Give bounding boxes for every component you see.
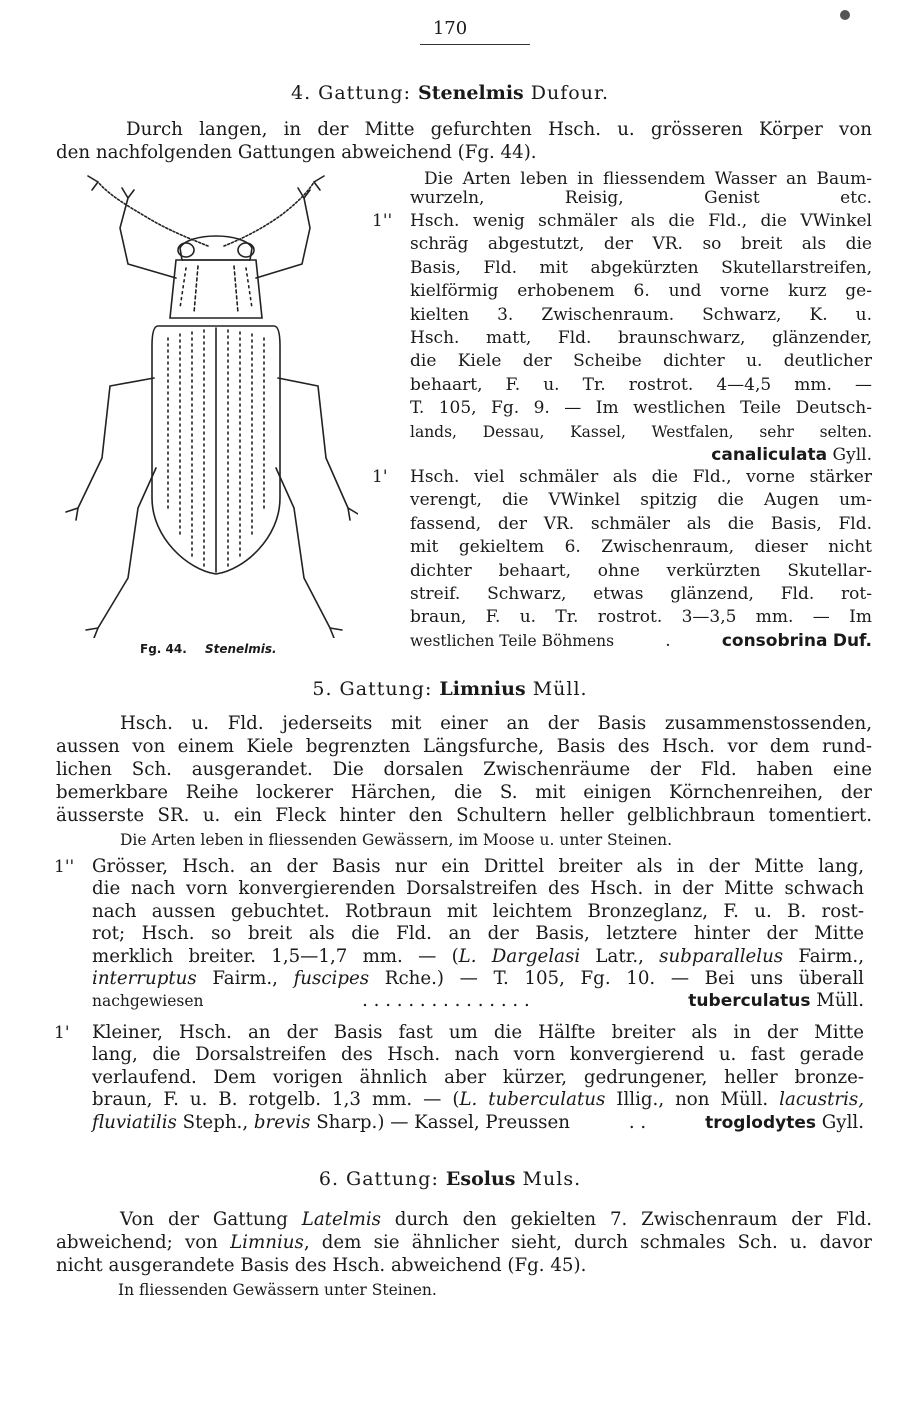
couplet-line: Hsch. matt, Fld. braunschwarz, glänzender,: [410, 328, 872, 349]
species-author: Gyll.: [832, 445, 872, 466]
couplet-line: mit gekieltem 6. Zwischenraum, dieser nicht: [410, 537, 872, 558]
section5-habitat-line: Die Arten leben in fliessenden Gewässern, im Moose u. unter Steinen.: [120, 831, 673, 849]
section5-heading-prefix: 5. Gattung:: [312, 678, 433, 700]
species-author: Gyll.: [821, 1111, 864, 1133]
couplet-line: T. 105, Fg. 9. — Im westlichen Teile Deutsch-: [410, 398, 872, 419]
section6-author: Muls.: [522, 1168, 582, 1190]
couplet-line: interruptus Fairm., fuscipes Rche.) — T. 105, Fg. 10. — Bei uns überall: [92, 968, 864, 990]
section4-couplet-1a: [372, 210, 872, 467]
leader-dots: . .: [628, 1111, 647, 1133]
couplet-line: streif. Schwarz, etwas glänzend, Fld. rot-: [410, 584, 872, 605]
section5-intro-line: bemerkbare Reihe lockerer Härchen, die S. mit einigen Körnchenreihen, der: [56, 782, 872, 803]
species-name-troglodytes: troglodytes: [705, 1112, 816, 1133]
section5-intro-line: lichen Sch. ausgerandet. Die dorsalen Zwischenräume der Fld. haben eine: [56, 759, 872, 780]
section6-intro-line: abweichend; von Limnius, dem sie ähnlicher sieht, durch schmales Sch. u. davor: [56, 1232, 872, 1253]
section6-heading-prefix: 6. Gattung:: [318, 1168, 439, 1190]
section6-habitat-line: In fliessenden Gewässern unter Steinen.: [118, 1281, 437, 1299]
section4-genus: Stenelmis: [418, 82, 524, 104]
couplet-marker: 1'': [54, 857, 75, 877]
section4-habitat-line: wurzeln, Reisig, Genist etc.: [410, 188, 872, 208]
couplet-line: lands, Dessau, Kassel, Westfalen, sehr selten.: [410, 422, 872, 441]
couplet-line: dichter behaart, ohne verkürzten Skutellar-: [410, 560, 872, 581]
section4-heading-prefix: 4. Gattung:: [290, 82, 411, 104]
couplet-line: braun, F. u. Tr. rostrot. 3—3,5 mm. — Im: [410, 607, 872, 628]
species-name-tuberculatus: tuberculatus: [688, 991, 811, 1012]
section4-habitat: [410, 170, 872, 208]
stenelmis-beetle-figure: [58, 168, 358, 638]
section5-couplet-1a: [54, 856, 864, 1013]
section5-intro-line: Hsch. u. Fld. jederseits mit einer an der Basis zusammenstossenden,: [120, 713, 872, 734]
section5-intro: [56, 712, 872, 827]
section4-intro: [56, 118, 872, 164]
couplet-marker: 1'': [372, 211, 393, 231]
couplet-line: nach aussen gebuchtet. Rotbraun mit leichtem Bronzeglanz, F. u. B. rost-: [92, 900, 864, 922]
section5-intro-line: aussen von einem Kiele begrenzten Längsfurche, Basis des Hsch. vor dem rund-: [56, 736, 872, 757]
species-name-canaliculata: canaliculata: [711, 445, 828, 466]
couplet-line: Basis, Fld. mit abgekürzten Skutellarstreifen,: [410, 257, 872, 278]
section5-habitat: [120, 830, 820, 851]
couplet-line: schräg abgestutzt, der VR. so breit als die: [410, 234, 872, 255]
ink-blot: [840, 10, 850, 20]
couplet-line: die nach vorn konvergierenden Dorsalstreifen des Hsch. in der Mitte schwach: [92, 878, 864, 900]
species-author: Müll.: [816, 990, 864, 1012]
section6-intro: [56, 1208, 872, 1277]
species-line: [410, 444, 872, 467]
page-number: 170: [432, 18, 468, 39]
couplet-marker: 1': [54, 1023, 70, 1043]
couplet-line: lang, die Dorsalstreifen des Hsch. nach vorn konvergierend u. fast gerade: [92, 1044, 864, 1066]
couplet-line: behaart, F. u. Tr. rostrot. 4—4,5 mm. —: [410, 374, 872, 395]
section4-intro-line: den nachfolgenden Gattungen abweichend (Fg. 44).: [56, 142, 537, 163]
couplet-line: westlichen Teile Böhmens: [410, 631, 615, 650]
section5-genus: Limnius: [439, 678, 526, 700]
couplet-line: fassend, der VR. schmäler als die Basis, Fld.: [410, 513, 872, 534]
species-author: Duf.: [832, 630, 872, 651]
section6-intro-line: Von der Gattung Latelmis durch den gekielten 7. Zwischenraum der Fld.: [120, 1209, 872, 1230]
species-name-consobrina: consobrina: [721, 630, 828, 651]
section6-genus: Esolus: [445, 1168, 516, 1190]
couplet-line: Kleiner, Hsch. an der Basis fast um die Hälfte breiter als in der Mitte: [92, 1022, 864, 1043]
section5-intro-line: äusserste SR. u. ein Fleck hinter den Schultern heller gelblichbraun tomentiert.: [56, 805, 872, 826]
leader-dots: . . . . . . . . . . . . . . .: [362, 990, 530, 1012]
couplet-line: Hsch. wenig schmäler als die Fld., die VWinkel: [410, 211, 872, 231]
couplet-line: die Kiele der Scheibe dichter u. deutlicher: [410, 351, 872, 372]
couplet-marker: 1': [372, 467, 388, 487]
section5-couplet-1b: [54, 1022, 864, 1134]
section4-habitat-line: Die Arten leben in fliessendem Wasser an Baum-: [424, 169, 872, 189]
species-line: fluviatilis Steph., brevis Sharp.) — Kassel, Preussen . . troglodytes Gyll.: [92, 1111, 864, 1133]
section6-heading: [0, 1168, 900, 1190]
leader-dot: .: [665, 630, 671, 651]
couplet-line: kielten 3. Zwischenraum. Schwarz, K. u.: [410, 304, 872, 325]
section4-heading: [0, 82, 900, 104]
species-line: [410, 630, 872, 653]
figure-caption-label: Fg. 44.: [140, 642, 187, 656]
section6-habitat: [118, 1280, 818, 1301]
section4-couplet-1b: [372, 466, 872, 653]
species-line: nachgewiesen . . . . . . . . . . . . . . . tuberculatus Müll.: [92, 990, 864, 1012]
couplet-line: braun, F. u. B. rotgelb. 1,3 mm. — (L. tuberculatus Illig., non Müll. lacustris,: [92, 1089, 864, 1111]
section4-intro-line: Durch langen, in der Mitte gefurchten Hsch. u. grösseren Körper von: [126, 119, 872, 140]
figure-caption-name: Stenelmis.: [204, 642, 277, 656]
couplet-line: rot; Hsch. so breit als die Fld. an der Basis, letztere hinter der Mitte: [92, 923, 864, 945]
couplet-line: kielförmig erhobenem 6. und vorne kurz ge-: [410, 281, 872, 302]
couplet-line: Hsch. viel schmäler als die Fld., vorne stärker: [410, 467, 872, 487]
couplet-line: Grösser, Hsch. an der Basis nur ein Drittel breiter als in der Mitte lang,: [92, 856, 864, 877]
couplet-line: verlaufend. Dem vorigen ähnlich aber kürzer, gedrungener, heller bronze-: [92, 1066, 864, 1088]
section4-author: Dufour.: [530, 82, 610, 104]
couplet-line: merklich breiter. 1,5—1,7 mm. — (L. Dargelasi Latr., subparallelus Fairm.,: [92, 945, 864, 967]
section6-intro-line: nicht ausgerandete Basis des Hsch. abweichend (Fg. 45).: [56, 1255, 587, 1276]
couplet-line: verengt, die VWinkel spitzig die Augen um-: [410, 490, 872, 511]
section5-heading: [0, 678, 900, 700]
section5-author: Müll.: [532, 678, 588, 700]
page-number-rule: [420, 44, 530, 45]
figure-caption: [140, 642, 277, 656]
